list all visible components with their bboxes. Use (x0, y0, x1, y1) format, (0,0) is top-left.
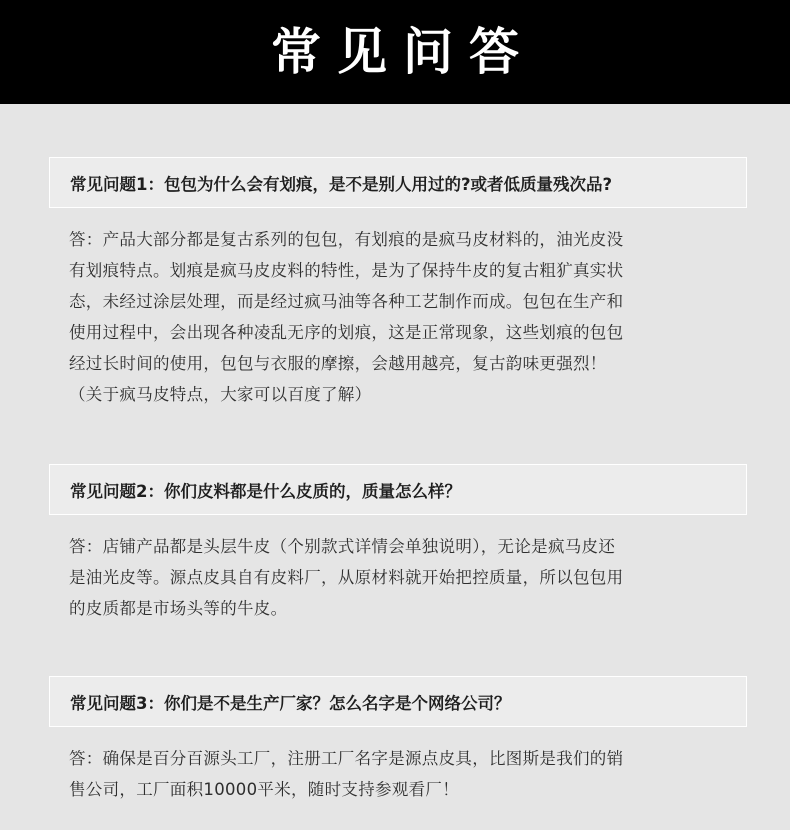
answer-line: 经过长时间的使用，包包与衣服的摩擦，会越用越亮，复古韵味更强烈！ (69, 354, 607, 373)
faq-item-1 (49, 157, 747, 410)
answer-line: 有划痕特点。划痕是疯马皮皮料的特性，是为了保持牛皮的复古粗犷真实状 (69, 261, 624, 280)
faq-item-3 (49, 676, 747, 805)
answer-line: （关于疯马皮特点，大家可以百度了解） (69, 385, 372, 404)
faq-answer-3 (49, 727, 747, 805)
faq-question-2: 常见问题2：你们皮料都是什么皮质的，质量怎么样？ (49, 464, 747, 515)
answer-line: 的皮质都是市场头等的牛皮。 (69, 599, 288, 618)
faq-question-1: 常见问题1：包包为什么会有划痕，是不是别人用过的?或者低质量残次品? (49, 157, 747, 208)
faq-answer-1 (49, 208, 747, 410)
faq-answer-2 (49, 515, 747, 624)
answer-line: 使用过程中，会出现各种凌乱无序的划痕，这是正常现象，这些划痕的包包 (69, 323, 624, 342)
page-header (0, 0, 790, 104)
answer-line: 答：产品大部分都是复古系列的包包，有划痕的是疯马皮材料的，油光皮没 (69, 230, 624, 249)
faq-question-3: 常见问题3：你们是不是生产厂家？怎么名字是个网络公司？ (49, 676, 747, 727)
page-title: 常见问答 (271, 22, 535, 81)
answer-line: 态，未经过涂层处理，而是经过疯马油等各种工艺制作而成。包包在生产和 (69, 292, 624, 311)
answer-line: 答：确保是百分百源头工厂，注册工厂名字是源点皮具，比图斯是我们的销 (69, 749, 624, 768)
answer-line: 售公司，工厂面积10000平米，随时支持参观看厂！ (69, 780, 459, 799)
answer-line: 答：店铺产品都是头层牛皮（个别款式详情会单独说明），无论是疯马皮还 (69, 537, 616, 556)
answer-line: 是油光皮等。源点皮具自有皮料厂，从原材料就开始把控质量，所以包包用 (69, 568, 624, 587)
faq-item-2 (49, 464, 747, 624)
